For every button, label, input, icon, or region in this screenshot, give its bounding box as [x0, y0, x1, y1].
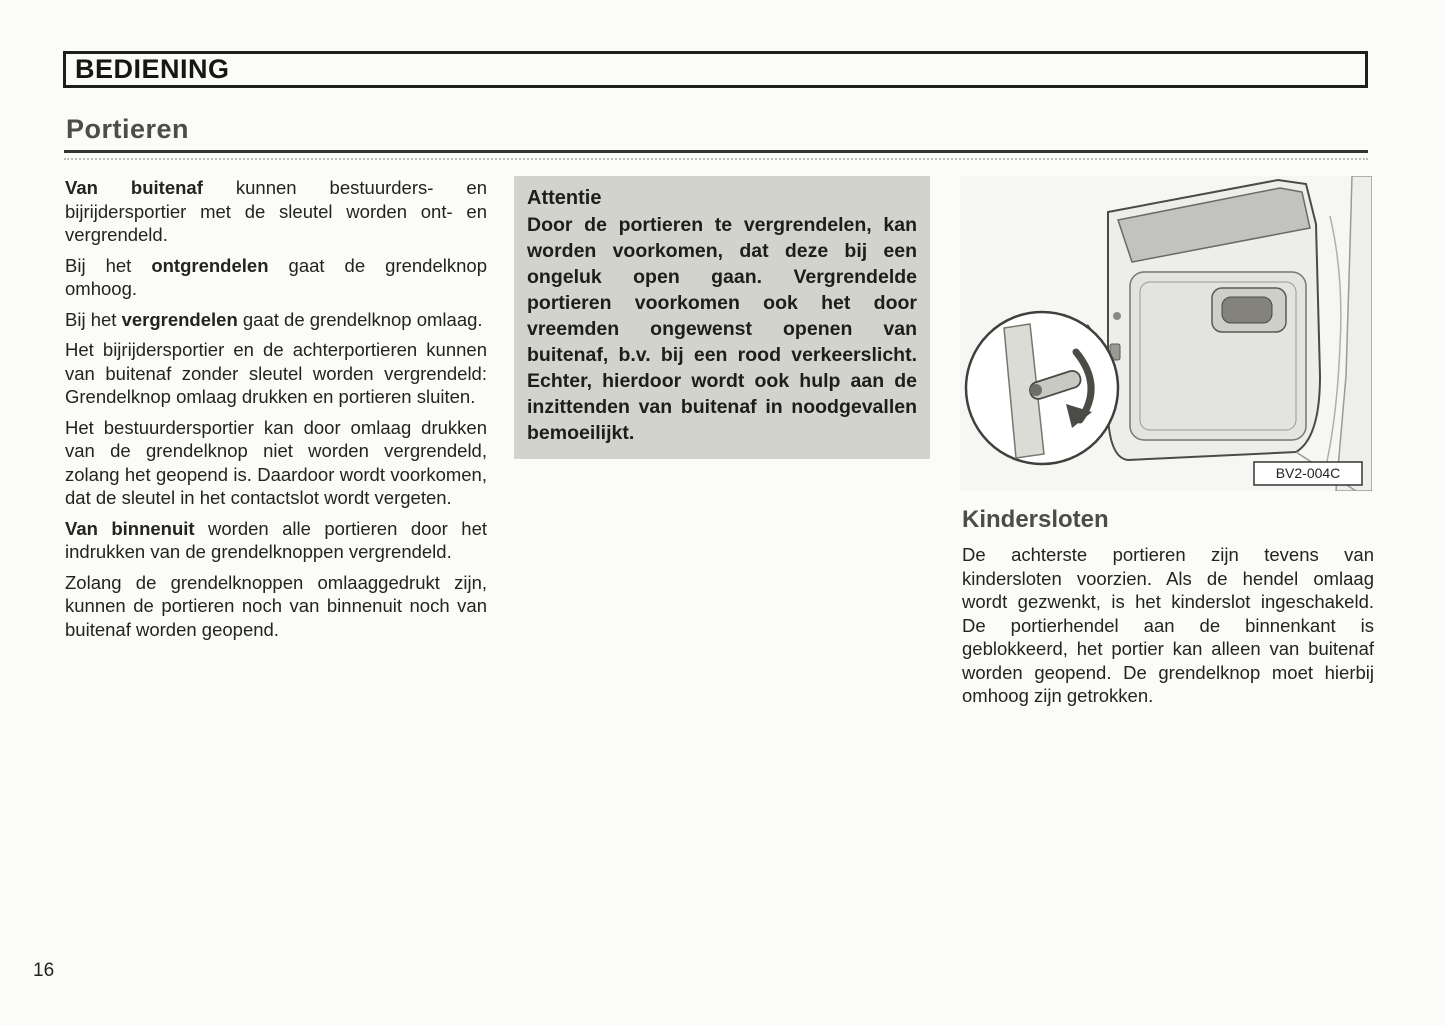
kindersloten-body: De achterste portieren zijn tevens van kindersloten voorzien. Als de hendel omlaag wordt gezwenkt, is het kinderslot ingeschakeld. De portierhendel aan de binnenkant is geblokkeerd, het portier kan alleen van buitenaf worden geopend. De grendelknop moet hierbij omhoog zijn getrokken.	[962, 544, 1374, 706]
paragraph	[65, 308, 487, 332]
bold-word: vergrendelen	[121, 308, 238, 330]
paragraph	[65, 338, 487, 409]
text-run: kunnen bestuurders- en bijrijdersportier met de sleutel worden ont- en vergrendeld.	[65, 177, 487, 245]
chapter-header	[63, 51, 1368, 88]
text-run: Bij het	[65, 308, 122, 330]
bold-word: ontgrendelen	[151, 254, 269, 276]
section-divider	[64, 150, 1368, 153]
body-column-left	[65, 176, 487, 648]
attention-box	[514, 176, 930, 459]
paragraph	[65, 517, 487, 564]
door-lock-detail	[1113, 312, 1121, 320]
attention-body: Door de portieren te vergrendelen, kan worden voorkomen, dat deze bij een ongeluk open gaan. Vergrendelde portieren voorkomen ook het door vreemden ongewenst openen van buitenaf, b.v. bij een rood verkeerslicht. Echter, hierdoor wordt ook hulp aan de inzittenden van buitenaf in noodgevallen bemoeilijkt.	[527, 214, 917, 444]
figure-code-label: BV2-004C	[1275, 465, 1341, 481]
bold-lead: Van binnenuit	[65, 517, 195, 539]
paragraph	[65, 176, 487, 247]
lever-pivot	[1030, 384, 1042, 396]
door-illustration	[960, 176, 1372, 491]
door-handle-recess	[1222, 297, 1272, 323]
section-title: Portieren	[66, 114, 190, 144]
text-run: gaat de grendelknop omlaag.	[237, 308, 483, 330]
text-run: worden alle portieren door het indrukken van de grendelknoppen vergrendeld.	[65, 517, 487, 562]
kindersloten-title: Kindersloten	[962, 506, 1109, 533]
paragraph	[65, 416, 487, 510]
section-divider-dotted	[64, 158, 1368, 160]
paragraph	[65, 571, 487, 642]
paragraph	[65, 254, 487, 301]
door-illustration-svg	[960, 176, 1372, 491]
text-run: gaat de grendelknop omhoog.	[65, 254, 487, 299]
bold-lead: Van buitenaf	[65, 177, 203, 198]
chapter-title: BEDIENING	[75, 54, 230, 84]
text-run: Bij het	[65, 254, 152, 276]
text-run: Zolang de grendelknoppen omlaaggedrukt zijn, kunnen de portieren noch van binnenuit noch van buitenaf worden geopend.	[65, 571, 487, 640]
text-run: Het bijrijdersportier en de achterportieren kunnen van buitenaf zonder sleutel worden vergrendeld: Grendelknop omlaag drukken en portieren sluiten.	[65, 339, 487, 407]
attention-title: Attentie	[527, 187, 602, 209]
page-number: 16	[33, 960, 55, 981]
text-run: Het bestuurdersportier kan door omlaag drukken van de grendelknop niet worden vergrendeld, zolang het geopend is. Daardoor wordt voorkomen, dat de sleutel in het contactslot wordt vergeten.	[65, 416, 487, 508]
